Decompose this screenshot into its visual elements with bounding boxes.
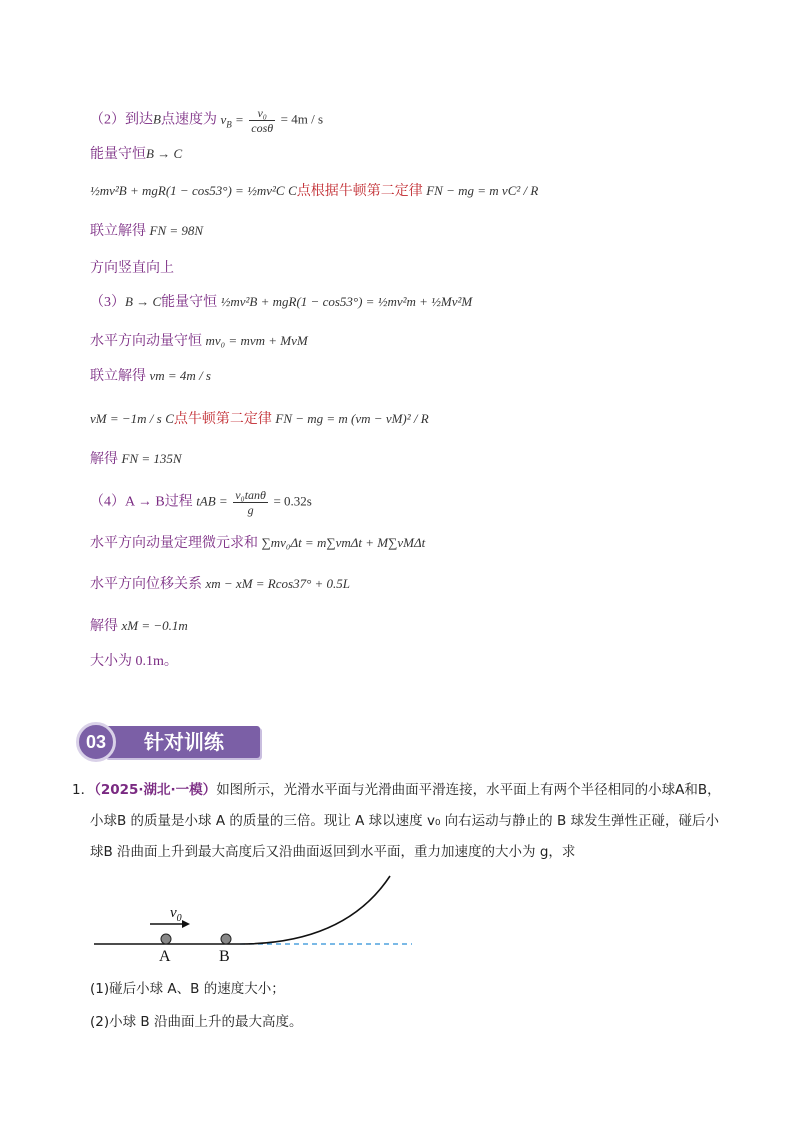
part2-v: v [220, 111, 227, 127]
part3-c: C [165, 411, 174, 426]
solve1-value: FN = 98N [149, 223, 204, 238]
micro-eq: ∑mv₀Δt = m∑vmΔt + M∑vMΔt [261, 535, 426, 550]
question-line3: 球B 沿曲面上升到最大高度后又沿曲面返回到水平面，重力加速度的大小为 g，求 [90, 844, 576, 860]
vm-value: vM = −1m / s [90, 411, 162, 426]
energy-line [90, 144, 182, 165]
momentum-eq: mv₀ = mvm + MvM [205, 333, 308, 348]
solve4-label: 解得 [90, 619, 118, 634]
disp-eq: xm − xM = Rcos37° + 0.5L [205, 576, 351, 591]
curved-surface [240, 876, 390, 944]
energy-c: C [288, 183, 297, 198]
v0-label: $v_0$ [170, 905, 182, 924]
solve3-value: FN = 135N [121, 451, 182, 466]
solve2-line [90, 366, 211, 387]
part4-path: A → B [125, 494, 165, 510]
energy-eq: ½mv²B + mgR(1 − cos53°) = ½mv²C [90, 183, 285, 198]
solve1-label: 联立解得 [90, 224, 146, 239]
question-line2: 小球B 的质量是小球 A 的质量的三倍。现让 A 球以速度 v₀ 向右运动与静止的 B 球发生弹性正碰，碰后小 [90, 813, 720, 829]
momentum-line [90, 331, 308, 352]
part2-result: = 4m / s [280, 111, 324, 127]
question-index: 1． [72, 782, 95, 798]
part3-path: B → C [125, 294, 162, 309]
question-text1: 如图所示，光滑水平面与光滑曲面平滑连接，水平面上有两个半径相同的小球A和B， [216, 782, 721, 798]
momentum-label: 水平方向动量守恒 [90, 334, 202, 349]
solve3-label: 解得 [90, 452, 118, 467]
newton-eq: FN − mg = m vC² / R [426, 183, 539, 198]
question-line1 [72, 780, 721, 800]
newton2-text: 点牛顿第二定律 [173, 412, 272, 427]
energy-path: B → C [146, 146, 183, 161]
part2-sub: B [226, 119, 232, 130]
direction: 方向竖直向上 [90, 261, 174, 276]
part2-b: B [153, 111, 161, 127]
part2-line: （2）到达B点速度为 $v_B$ = $\frac{\text{v₀}}{\cos\theta}$ = 4m / s [90, 106, 324, 135]
label-b: B [219, 948, 230, 965]
magnitude: 大小为 0.1m。 [90, 654, 178, 669]
section-number: 03 [76, 722, 116, 762]
part2-frac-num: v₀ [249, 106, 275, 121]
ball-a [161, 934, 171, 944]
part2-frac-den: cosθ [251, 121, 274, 135]
section-title: 针对训练 [104, 726, 260, 758]
solve3-line [90, 449, 182, 470]
energy-eq-line [90, 181, 538, 202]
part4-fraction [233, 488, 268, 517]
micro-label: 水平方向动量定理微元求和 [90, 536, 258, 551]
disp-label: 水平方向位移关系 [90, 577, 202, 592]
part4-text: 过程 [164, 494, 193, 510]
part4-frac-num: v₀tanθ [235, 488, 266, 502]
newton2-line [90, 409, 429, 430]
sub-question-1: (1)碰后小球 A、B 的速度大小； [90, 981, 285, 997]
energy-title: 能量守恒 [90, 147, 146, 162]
solve4-value: xM = −0.1m [121, 618, 188, 633]
part4-result: = 0.32s [273, 493, 312, 509]
part2-fraction [249, 106, 275, 135]
part3-eq: ½mv²B + mgR(1 − cos53°) = ½mv²m + ½Mv²M [220, 294, 473, 309]
part4-line [90, 488, 312, 517]
sub-question-2: (2)小球 B 沿曲面上升的最大高度。 [90, 1014, 303, 1030]
label-a: A [159, 948, 171, 965]
solve2-label: 联立解得 [90, 369, 146, 384]
part4-frac-den: g [247, 503, 254, 517]
part2-point-speed: 点速度为 [160, 112, 217, 128]
part4-label: （4） [90, 494, 125, 510]
collision-figure [90, 868, 420, 968]
newton2-eq: FN − mg = m (vm − vM)² / R [275, 411, 429, 426]
ball-b [221, 934, 231, 944]
solve4-line [90, 616, 188, 637]
newton-text: 点根据牛顿第二定律 [296, 184, 423, 199]
arrow-head-icon [182, 920, 190, 928]
part4-eq-lhs: tAB = [196, 493, 228, 509]
micro-line [90, 533, 425, 554]
part2-label: （2）到达 [90, 112, 153, 128]
part3-energy: 能量守恒 [161, 295, 218, 310]
disp-line [90, 574, 350, 595]
solve1-line [90, 221, 203, 242]
section-badge [76, 722, 260, 760]
part3-line [90, 292, 472, 313]
solve2-value: vm = 4m / s [149, 368, 211, 383]
question-source: （2025·湖北·一模） [94, 782, 217, 798]
part3-label: （3） [90, 295, 125, 310]
